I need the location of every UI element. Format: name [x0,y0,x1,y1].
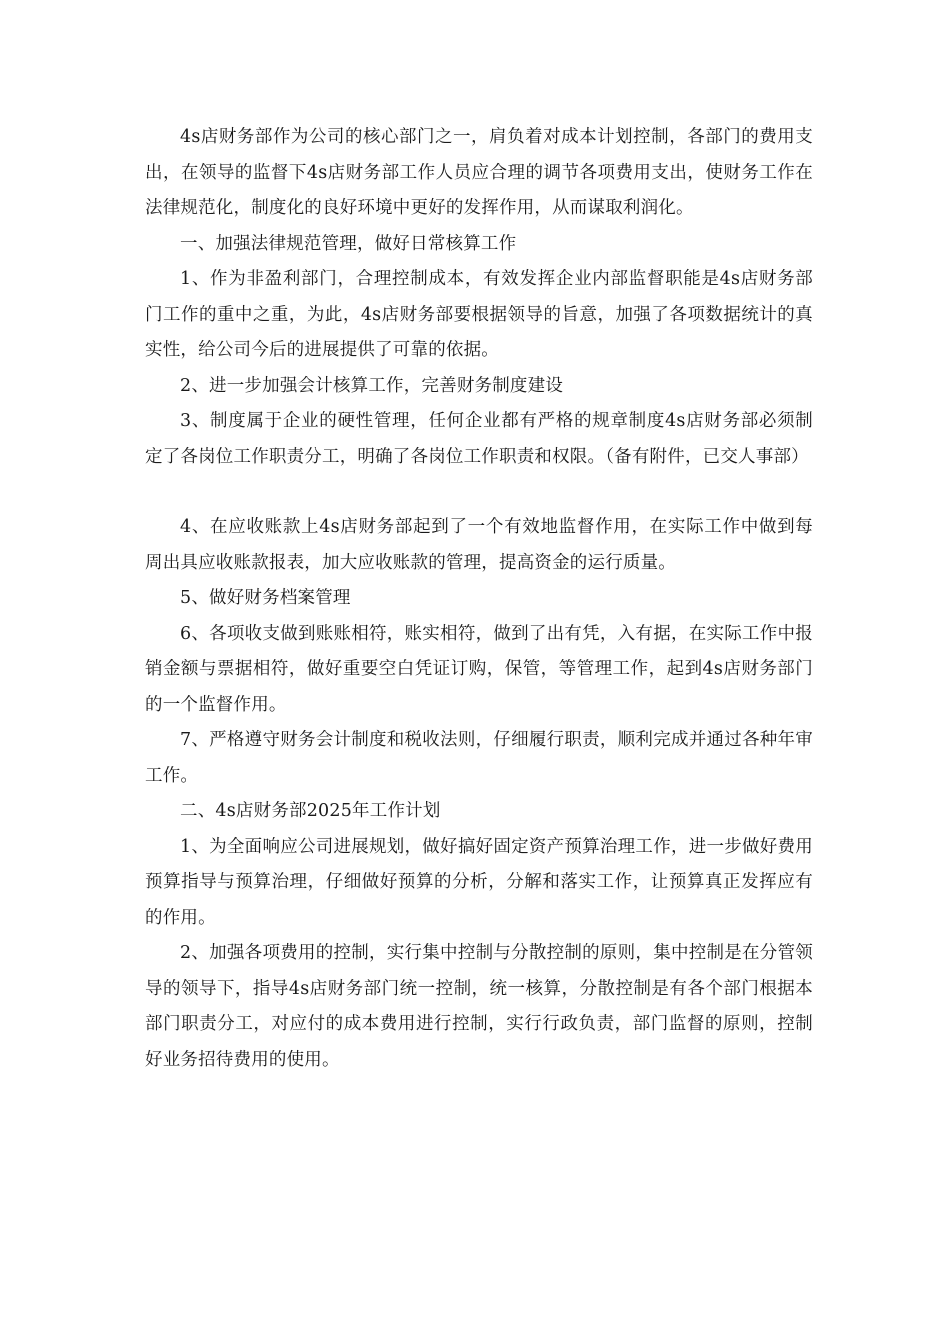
document-body [145,120,813,1078]
section-heading-2: 二、4s店财务部2025年工作计划 [180,801,441,821]
paragraph-item-3: 3、制度属于企业的硬性管理，任何企业都有严格的规章制度4s店财务部必须制定了各岗位工作职责分工，明确了各岗位工作职责和权限。（备有附件，已交人事部） [145,411,813,467]
section-heading-1: 一、加强法律规范管理，做好日常核算工作 [180,233,517,254]
paragraph-item-1: 1、作为非盈利部门，合理控制成本，有效发挥企业内部监督职能是4s店财务部门工作的重中之重，为此，4s店财务部要根据领导的旨意，加强了各项数据统计的真实性，给公司今后的进展提供了可靠的依据。 [145,269,813,360]
plan-item-2: 2、加强各项费用的控制，实行集中控制与分散控制的原则，集中控制是在分管领导的领导下，指导4s店财务部门统一控制，统一核算，分散控制是有各个部门根据本部门职责分工，对应付的成本费用进行控制，实行行政负责，部门监督的原则，控制好业务招待费用的使用。 [145,943,813,1070]
paragraph-item-2: 2、进一步加强会计核算工作，完善财务制度建设 [180,375,564,396]
paragraph-item-7: 7、严格遵守财务会计制度和税收法则，仔细履行职责，顺利完成并通过各种年审工作。 [145,730,813,786]
paragraph-item-5: 5、做好财务档案管理 [180,588,351,608]
paragraph-item-6: 6、各项收支做到账账相符，账实相符，做到了出有凭，入有据，在实际工作中报销金额与票据相符，做好重要空白凭证订购，保管，等管理工作，起到4s店财务部门的一个监督作用。 [145,623,813,715]
plan-item-1: 1、为全面响应公司进展规划，做好搞好固定资产预算治理工作，进一步做好费用预算指导与预算治理，仔细做好预算的分析，分解和落实工作，让预算真正发挥应有的作用。 [145,836,813,928]
paragraph-item-4: 4、在应收账款上4s店财务部起到了一个有效地监督作用，在实际工作中做到每周出具应收账款报表，加大应收账款的管理，提高资金的运行质量。 [145,517,813,573]
intro-paragraph: 4s店财务部作为公司的核心部门之一，肩负着对成本计划控制，各部门的费用支出，在领导的监督下4s店财务部工作人员应合理的调节各项费用支出，使财务工作在法律规范化，制度化的良好环境中更好的发挥作用，从而谋取利润化。 [145,127,813,218]
